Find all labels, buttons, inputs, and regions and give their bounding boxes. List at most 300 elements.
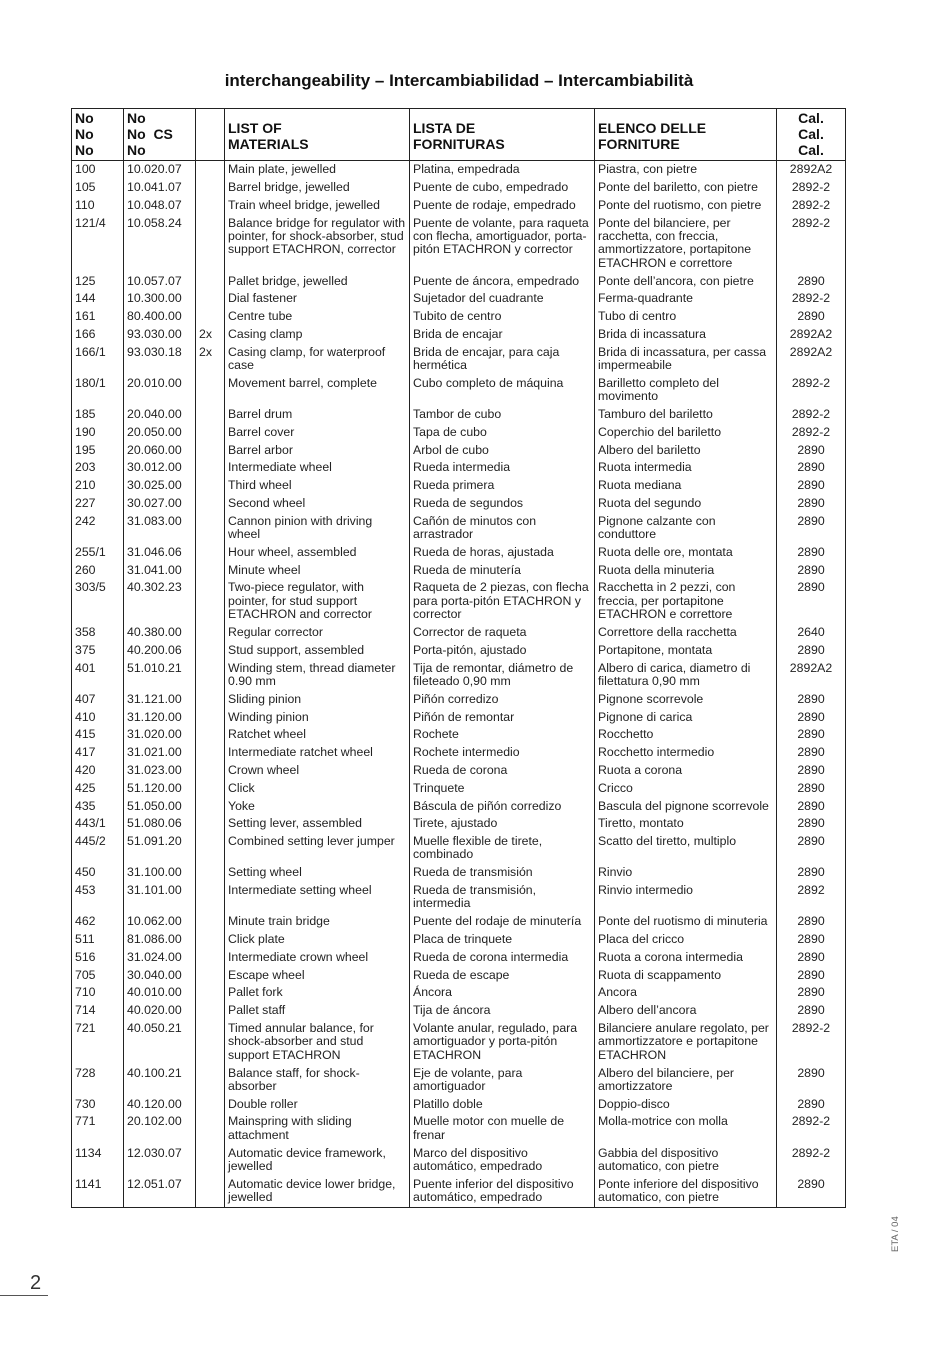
cell-no: 407 bbox=[72, 691, 124, 709]
header-calibre: Cal. Cal. Cal. bbox=[777, 109, 846, 161]
cell-no: 417 bbox=[72, 744, 124, 762]
cell-quantity bbox=[196, 562, 225, 580]
cell-italian: Ruota mediana bbox=[595, 477, 777, 495]
cell-calibre: 2890 bbox=[777, 913, 846, 931]
cell-no: 303/5 bbox=[72, 579, 124, 624]
cell-no: 721 bbox=[72, 1020, 124, 1065]
cell-quantity bbox=[196, 708, 225, 726]
cell-quantity bbox=[196, 984, 225, 1002]
cell-cs-number: 51.080.06 bbox=[124, 815, 196, 833]
cell-no: 195 bbox=[72, 441, 124, 459]
cell-italian: Ruota del segundo bbox=[595, 495, 777, 513]
cell-cs-number: 40.200.06 bbox=[124, 642, 196, 660]
table-row bbox=[72, 815, 846, 833]
cell-english: Combined setting lever jumper bbox=[225, 833, 410, 864]
table-row bbox=[72, 624, 846, 642]
cell-italian: Pignone scorrevole bbox=[595, 691, 777, 709]
table-row bbox=[72, 441, 846, 459]
cell-no: 166/1 bbox=[72, 343, 124, 374]
cell-quantity bbox=[196, 406, 225, 424]
cell-spanish: Marco del dispositivo automático, empedrado bbox=[410, 1144, 595, 1175]
cell-quantity: 2x bbox=[196, 343, 225, 374]
cell-italian: Albero del bilanciere, per amortizzatore bbox=[595, 1064, 777, 1095]
cell-calibre: 2890 bbox=[777, 513, 846, 544]
cell-spanish: Brida de encajar, para caja hermética bbox=[410, 343, 595, 374]
cell-spanish: Rochete bbox=[410, 726, 595, 744]
cell-cs-number: 12.030.07 bbox=[124, 1144, 196, 1175]
cell-calibre: 2890 bbox=[777, 1096, 846, 1114]
cell-cs-number: 20.050.00 bbox=[124, 424, 196, 442]
cell-english: Mainspring with sliding attachment bbox=[225, 1113, 410, 1144]
cell-calibre: 2890 bbox=[777, 949, 846, 967]
cell-no: 705 bbox=[72, 966, 124, 984]
cell-no: 511 bbox=[72, 931, 124, 949]
cell-spanish: Trinquete bbox=[410, 780, 595, 798]
cell-cs-number: 31.041.00 bbox=[124, 562, 196, 580]
cell-calibre: 2890 bbox=[777, 1176, 846, 1208]
cell-no: 105 bbox=[72, 179, 124, 197]
cell-italian: Molla-motrice con molla bbox=[595, 1113, 777, 1144]
table-row bbox=[72, 513, 846, 544]
cell-quantity bbox=[196, 375, 225, 406]
cell-spanish: Piñón de remontar bbox=[410, 708, 595, 726]
table-row bbox=[72, 913, 846, 931]
cell-italian: Brida di incassatura bbox=[595, 326, 777, 344]
cell-italian: Albero dell’ancora bbox=[595, 1002, 777, 1020]
cell-italian: Cricco bbox=[595, 780, 777, 798]
cell-cs-number: 10.041.07 bbox=[124, 179, 196, 197]
cell-no: 185 bbox=[72, 406, 124, 424]
cell-english: Barrel bridge, jewelled bbox=[225, 179, 410, 197]
cell-no: 435 bbox=[72, 797, 124, 815]
cell-italian: Coperchio del bariletto bbox=[595, 424, 777, 442]
cell-no: 190 bbox=[72, 424, 124, 442]
cell-spanish: Rueda de segundos bbox=[410, 495, 595, 513]
cell-quantity bbox=[196, 762, 225, 780]
cell-spanish: Corrector de raqueta bbox=[410, 624, 595, 642]
cell-italian: Rocchetto bbox=[595, 726, 777, 744]
cell-quantity bbox=[196, 495, 225, 513]
cell-english: Setting lever, assembled bbox=[225, 815, 410, 833]
cell-english: Ratchet wheel bbox=[225, 726, 410, 744]
cell-cs-number: 31.024.00 bbox=[124, 949, 196, 967]
cell-no: 1141 bbox=[72, 1176, 124, 1208]
cell-cs-number: 40.302.23 bbox=[124, 579, 196, 624]
cell-calibre: 2892-2 bbox=[777, 214, 846, 272]
table-row bbox=[72, 1113, 846, 1144]
cell-english: Dial fastener bbox=[225, 290, 410, 308]
cell-quantity bbox=[196, 308, 225, 326]
cell-no: 180/1 bbox=[72, 375, 124, 406]
cell-calibre: 2890 bbox=[777, 308, 846, 326]
cell-quantity bbox=[196, 726, 225, 744]
cell-quantity bbox=[196, 1113, 225, 1144]
cell-cs-number: 10.300.00 bbox=[124, 290, 196, 308]
header-spanish: LISTA DE FORNITURAS bbox=[410, 109, 595, 161]
cell-cs-number: 30.012.00 bbox=[124, 459, 196, 477]
cell-calibre: 2890 bbox=[777, 708, 846, 726]
cell-quantity bbox=[196, 966, 225, 984]
cell-english: Minute wheel bbox=[225, 562, 410, 580]
cell-calibre: 2892-2 bbox=[777, 179, 846, 197]
cell-quantity bbox=[196, 197, 225, 215]
cell-no: 203 bbox=[72, 459, 124, 477]
cell-english: Automatic device lower bridge, jewelled bbox=[225, 1176, 410, 1208]
cell-no: 401 bbox=[72, 659, 124, 690]
cell-calibre: 2892 bbox=[777, 882, 846, 913]
table-row bbox=[72, 949, 846, 967]
cell-english: Crown wheel bbox=[225, 762, 410, 780]
cell-no: 453 bbox=[72, 882, 124, 913]
cell-spanish: Puente inferior del dispositivo automático, empedrado bbox=[410, 1176, 595, 1208]
cell-calibre: 2892-2 bbox=[777, 424, 846, 442]
cell-calibre: 2890 bbox=[777, 815, 846, 833]
cell-italian: Albero del bariletto bbox=[595, 441, 777, 459]
cell-italian: Ponte del bariletto, con pietre bbox=[595, 179, 777, 197]
cell-italian: Bilanciere anulare regolato, per ammortizzatore e portapitone ETACHRON bbox=[595, 1020, 777, 1065]
table-row bbox=[72, 197, 846, 215]
cell-english: Barrel cover bbox=[225, 424, 410, 442]
cell-quantity bbox=[196, 424, 225, 442]
table-row bbox=[72, 179, 846, 197]
cell-english: Double roller bbox=[225, 1096, 410, 1114]
cell-calibre: 2892-2 bbox=[777, 1113, 846, 1144]
table-row bbox=[72, 308, 846, 326]
cell-spanish: Rueda de horas, ajustada bbox=[410, 544, 595, 562]
cell-calibre: 2890 bbox=[777, 726, 846, 744]
page-number-rule bbox=[0, 1295, 48, 1296]
cell-italian: Ruota a corona bbox=[595, 762, 777, 780]
cell-cs-number: 93.030.18 bbox=[124, 343, 196, 374]
cell-cs-number: 10.048.07 bbox=[124, 197, 196, 215]
cell-cs-number: 30.025.00 bbox=[124, 477, 196, 495]
cell-no: 516 bbox=[72, 949, 124, 967]
cell-english: Balance bridge for regulator with pointer, for shock-absorber, stud support ETACHRON, corrector bbox=[225, 214, 410, 272]
cell-english: Yoke bbox=[225, 797, 410, 815]
cell-quantity bbox=[196, 477, 225, 495]
cell-english: Click bbox=[225, 780, 410, 798]
table-row bbox=[72, 691, 846, 709]
cell-italian: Brida di incassatura, per cassa impermeabile bbox=[595, 343, 777, 374]
cell-english: Winding stem, thread diameter 0.90 mm bbox=[225, 659, 410, 690]
cell-english: Regular corrector bbox=[225, 624, 410, 642]
cell-no: 445/2 bbox=[72, 833, 124, 864]
cell-cs-number: 40.380.00 bbox=[124, 624, 196, 642]
cell-english: Barrel arbor bbox=[225, 441, 410, 459]
cell-cs-number: 30.040.00 bbox=[124, 966, 196, 984]
cell-italian: Gabbia del dispositivo automatico, con pietre bbox=[595, 1144, 777, 1175]
cell-spanish: Platillo doble bbox=[410, 1096, 595, 1114]
cell-no: 121/4 bbox=[72, 214, 124, 272]
cell-calibre: 2890 bbox=[777, 833, 846, 864]
cell-italian: Portapitone, montata bbox=[595, 642, 777, 660]
cell-english: Pallet bridge, jewelled bbox=[225, 272, 410, 290]
cell-quantity bbox=[196, 179, 225, 197]
cell-calibre: 2890 bbox=[777, 1002, 846, 1020]
parts-table bbox=[71, 108, 846, 1208]
cell-spanish: Placa de trinquete bbox=[410, 931, 595, 949]
cell-calibre: 2890 bbox=[777, 780, 846, 798]
cell-italian: Ruota della minuteria bbox=[595, 562, 777, 580]
cell-italian: Correttore della racchetta bbox=[595, 624, 777, 642]
cell-english: Barrel drum bbox=[225, 406, 410, 424]
cell-calibre: 2890 bbox=[777, 562, 846, 580]
table-row bbox=[72, 1096, 846, 1114]
cell-english: Intermediate setting wheel bbox=[225, 882, 410, 913]
cell-cs-number: 31.121.00 bbox=[124, 691, 196, 709]
cell-quantity bbox=[196, 1002, 225, 1020]
cell-no: 410 bbox=[72, 708, 124, 726]
cell-cs-number: 93.030.00 bbox=[124, 326, 196, 344]
cell-spanish: Tubito de centro bbox=[410, 308, 595, 326]
table-row bbox=[72, 406, 846, 424]
cell-quantity bbox=[196, 1064, 225, 1095]
cell-no: 161 bbox=[72, 308, 124, 326]
page-title: interchangeability – Intercambiabilidad – Intercambiabilità bbox=[224, 71, 694, 90]
cell-no: 730 bbox=[72, 1096, 124, 1114]
cell-no: 462 bbox=[72, 913, 124, 931]
table-row bbox=[72, 984, 846, 1002]
cell-spanish: Rueda de escape bbox=[410, 966, 595, 984]
cell-english: Hour wheel, assembled bbox=[225, 544, 410, 562]
cell-cs-number: 51.120.00 bbox=[124, 780, 196, 798]
cell-english: Intermediate wheel bbox=[225, 459, 410, 477]
table-row bbox=[72, 762, 846, 780]
cell-quantity bbox=[196, 1144, 225, 1175]
cell-italian: Albero di carica, diametro di filettatura 0,90 mm bbox=[595, 659, 777, 690]
cell-calibre: 2890 bbox=[777, 931, 846, 949]
table-row bbox=[72, 272, 846, 290]
cell-english: Second wheel bbox=[225, 495, 410, 513]
cell-spanish: Brida de encajar bbox=[410, 326, 595, 344]
cell-quantity bbox=[196, 1096, 225, 1114]
cell-calibre: 2892-2 bbox=[777, 1144, 846, 1175]
table-row bbox=[72, 882, 846, 913]
cell-italian: Racchetta in 2 pezzi, con freccia, per portapitone ETACHRON e correttore bbox=[595, 579, 777, 624]
cell-no: 450 bbox=[72, 864, 124, 882]
cell-spanish: Muelle motor con muelle de frenar bbox=[410, 1113, 595, 1144]
cell-english: Movement barrel, complete bbox=[225, 375, 410, 406]
cell-italian: Ferma-quadrante bbox=[595, 290, 777, 308]
cell-no: 125 bbox=[72, 272, 124, 290]
cell-italian: Barilletto completo del movimento bbox=[595, 375, 777, 406]
cell-english: Casing clamp bbox=[225, 326, 410, 344]
cell-no: 100 bbox=[72, 161, 124, 179]
cell-spanish: Tapa de cubo bbox=[410, 424, 595, 442]
cell-calibre: 2640 bbox=[777, 624, 846, 642]
cell-italian: Ruota di scappamento bbox=[595, 966, 777, 984]
cell-italian: Bascula del pignone scorrevole bbox=[595, 797, 777, 815]
cell-calibre: 2892-2 bbox=[777, 375, 846, 406]
cell-quantity bbox=[196, 882, 225, 913]
cell-english: Winding pinion bbox=[225, 708, 410, 726]
cell-spanish: Porta-pitón, ajustado bbox=[410, 642, 595, 660]
cell-calibre: 2890 bbox=[777, 544, 846, 562]
cell-italian: Ponte del ruotismo, con pietre bbox=[595, 197, 777, 215]
cell-calibre: 2892A2 bbox=[777, 659, 846, 690]
table-row bbox=[72, 1064, 846, 1095]
cell-cs-number: 51.091.20 bbox=[124, 833, 196, 864]
cell-no: 728 bbox=[72, 1064, 124, 1095]
cell-quantity bbox=[196, 780, 225, 798]
cell-calibre: 2892A2 bbox=[777, 161, 846, 179]
cell-calibre: 2890 bbox=[777, 691, 846, 709]
cell-calibre: 2890 bbox=[777, 495, 846, 513]
cell-cs-number: 10.057.07 bbox=[124, 272, 196, 290]
cell-quantity: 2x bbox=[196, 326, 225, 344]
cell-italian: Pignone di carica bbox=[595, 708, 777, 726]
cell-calibre: 2890 bbox=[777, 272, 846, 290]
cell-quantity bbox=[196, 659, 225, 690]
cell-cs-number: 10.062.00 bbox=[124, 913, 196, 931]
cell-spanish: Rueda de corona bbox=[410, 762, 595, 780]
cell-spanish: Tambor de cubo bbox=[410, 406, 595, 424]
cell-calibre: 2892A2 bbox=[777, 343, 846, 374]
cell-cs-number: 10.020.07 bbox=[124, 161, 196, 179]
table-row bbox=[72, 966, 846, 984]
cell-cs-number: 80.400.00 bbox=[124, 308, 196, 326]
table-row bbox=[72, 833, 846, 864]
cell-cs-number: 40.100.21 bbox=[124, 1064, 196, 1095]
table-row bbox=[72, 931, 846, 949]
cell-quantity bbox=[196, 579, 225, 624]
table-row bbox=[72, 290, 846, 308]
cell-spanish: Rochete intermedio bbox=[410, 744, 595, 762]
cell-no: 415 bbox=[72, 726, 124, 744]
cell-quantity bbox=[196, 272, 225, 290]
cell-english: Minute train bridge bbox=[225, 913, 410, 931]
table-row bbox=[72, 797, 846, 815]
cell-calibre: 2892-2 bbox=[777, 406, 846, 424]
cell-quantity bbox=[196, 1176, 225, 1208]
cell-spanish: Tija de remontar, diámetro de fileteado 0,90 mm bbox=[410, 659, 595, 690]
table-row bbox=[72, 477, 846, 495]
table-row bbox=[72, 780, 846, 798]
cell-no: 260 bbox=[72, 562, 124, 580]
cell-italian: Tubo di centro bbox=[595, 308, 777, 326]
cell-cs-number: 31.083.00 bbox=[124, 513, 196, 544]
cell-calibre: 2890 bbox=[777, 744, 846, 762]
cell-quantity bbox=[196, 833, 225, 864]
cell-quantity bbox=[196, 949, 225, 967]
page-number: 2 bbox=[30, 1272, 42, 1294]
cell-cs-number: 31.021.00 bbox=[124, 744, 196, 762]
cell-no: 110 bbox=[72, 197, 124, 215]
cell-cs-number: 10.058.24 bbox=[124, 214, 196, 272]
cell-calibre: 2890 bbox=[777, 797, 846, 815]
cell-italian: Doppio-disco bbox=[595, 1096, 777, 1114]
cell-italian: Ponte del bilanciere, per racchetta, con freccia, ammortizzatore, portapitone ETACHRON e correttore bbox=[595, 214, 777, 272]
cell-english: Main plate, jewelled bbox=[225, 161, 410, 179]
cell-no: 710 bbox=[72, 984, 124, 1002]
cell-cs-number: 31.020.00 bbox=[124, 726, 196, 744]
cell-english: Click plate bbox=[225, 931, 410, 949]
cell-cs-number: 81.086.00 bbox=[124, 931, 196, 949]
header-english: LIST OF MATERIALS bbox=[225, 109, 410, 161]
cell-quantity bbox=[196, 441, 225, 459]
cell-english: Cannon pinion with driving wheel bbox=[225, 513, 410, 544]
cell-english: Pallet staff bbox=[225, 1002, 410, 1020]
table-row bbox=[72, 1020, 846, 1065]
cell-spanish: Báscula de piñón corredizo bbox=[410, 797, 595, 815]
cell-quantity bbox=[196, 290, 225, 308]
cell-quantity bbox=[196, 1020, 225, 1065]
table-row bbox=[72, 495, 846, 513]
header-cs: No No CS No bbox=[124, 109, 196, 161]
cell-cs-number: 31.100.00 bbox=[124, 864, 196, 882]
cell-spanish: Cubo completo de máquina bbox=[410, 375, 595, 406]
cell-cs-number: 31.101.00 bbox=[124, 882, 196, 913]
cell-cs-number: 40.010.00 bbox=[124, 984, 196, 1002]
cell-no: 210 bbox=[72, 477, 124, 495]
table-row bbox=[72, 375, 846, 406]
table-row bbox=[72, 214, 846, 272]
header-no: No No No bbox=[72, 109, 124, 161]
cell-italian: Ponte del ruotismo di minuteria bbox=[595, 913, 777, 931]
cell-calibre: 2890 bbox=[777, 459, 846, 477]
cell-quantity bbox=[196, 624, 225, 642]
cell-no: 443/1 bbox=[72, 815, 124, 833]
cell-english: Pallet fork bbox=[225, 984, 410, 1002]
cell-spanish: Platina, empedrada bbox=[410, 161, 595, 179]
cell-spanish: Rueda de minutería bbox=[410, 562, 595, 580]
cell-calibre: 2892-2 bbox=[777, 1020, 846, 1065]
cell-calibre: 2890 bbox=[777, 477, 846, 495]
cell-calibre: 2892A2 bbox=[777, 326, 846, 344]
cell-english: Centre tube bbox=[225, 308, 410, 326]
cell-spanish: Rueda de transmisión bbox=[410, 864, 595, 882]
cell-spanish: Rueda de corona intermedia bbox=[410, 949, 595, 967]
cell-quantity bbox=[196, 214, 225, 272]
header-qty bbox=[196, 109, 225, 161]
cell-no: 375 bbox=[72, 642, 124, 660]
table-row bbox=[72, 459, 846, 477]
header-italian: ELENCO DELLE FORNITURE bbox=[595, 109, 777, 161]
cell-spanish: Tirete, ajustado bbox=[410, 815, 595, 833]
cell-calibre: 2890 bbox=[777, 984, 846, 1002]
table-row bbox=[72, 726, 846, 744]
cell-quantity bbox=[196, 459, 225, 477]
cell-spanish: Eje de volante, para amortiguador bbox=[410, 1064, 595, 1095]
cell-italian: Pignone calzante con conduttore bbox=[595, 513, 777, 544]
cell-italian: Ruota delle ore, montata bbox=[595, 544, 777, 562]
cell-italian: Ponte inferiore del dispositivo automatico, con pietre bbox=[595, 1176, 777, 1208]
cell-cs-number: 40.050.21 bbox=[124, 1020, 196, 1065]
cell-calibre: 2890 bbox=[777, 1064, 846, 1095]
cell-no: 255/1 bbox=[72, 544, 124, 562]
cell-spanish: Cañón de minutos con arrastrador bbox=[410, 513, 595, 544]
table-row bbox=[72, 562, 846, 580]
cell-quantity bbox=[196, 931, 225, 949]
cell-spanish: Sujetador del cuadrante bbox=[410, 290, 595, 308]
table-row bbox=[72, 659, 846, 690]
cell-english: Stud support, assembled bbox=[225, 642, 410, 660]
cell-no: 425 bbox=[72, 780, 124, 798]
cell-cs-number: 51.050.00 bbox=[124, 797, 196, 815]
cell-english: Balance staff, for shock-absorber bbox=[225, 1064, 410, 1095]
cell-english: Timed annular balance, for shock-absorber and stud support ETACHRON bbox=[225, 1020, 410, 1065]
cell-cs-number: 20.010.00 bbox=[124, 375, 196, 406]
cell-english: Setting wheel bbox=[225, 864, 410, 882]
cell-no: 714 bbox=[72, 1002, 124, 1020]
table-body bbox=[72, 161, 846, 1208]
cell-english: Automatic device framework, jewelled bbox=[225, 1144, 410, 1175]
table-row bbox=[72, 1144, 846, 1175]
table-row bbox=[72, 864, 846, 882]
cell-cs-number: 31.046.06 bbox=[124, 544, 196, 562]
cell-calibre: 2892-2 bbox=[777, 290, 846, 308]
table-row bbox=[72, 326, 846, 344]
